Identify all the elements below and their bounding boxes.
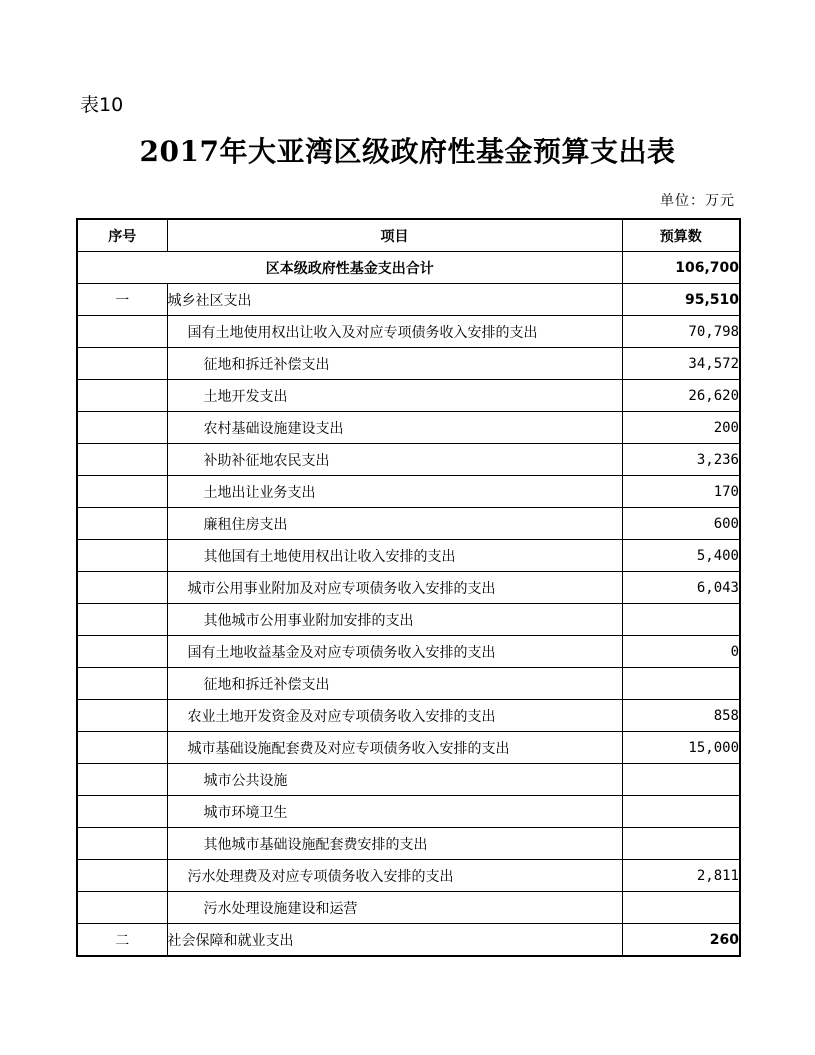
- row-item: 征地和拆迁补偿支出: [167, 348, 622, 380]
- row-item: 其他城市公用事业附加安排的支出: [167, 604, 622, 636]
- row-seq: [77, 796, 167, 828]
- row-item: 国有土地收益基金及对应专项债务收入安排的支出: [167, 636, 622, 668]
- row-amount: 170: [622, 476, 740, 508]
- row-amount: [622, 764, 740, 796]
- row-seq: [77, 860, 167, 892]
- row-item: 污水处理费及对应专项债务收入安排的支出: [167, 860, 622, 892]
- table-row: [77, 860, 740, 892]
- table-row: [77, 508, 740, 540]
- header-row: [77, 219, 740, 252]
- row-item: 土地出让业务支出: [167, 476, 622, 508]
- table-row: [77, 924, 740, 957]
- row-seq: [77, 604, 167, 636]
- row-seq: [77, 348, 167, 380]
- table-body: [77, 252, 740, 957]
- page-title: 2017年大亚湾区级政府性基金预算支出表: [139, 135, 676, 168]
- row-seq: [77, 764, 167, 796]
- row-item: 国有土地使用权出让收入及对应专项债务收入安排的支出: [167, 316, 622, 348]
- row-item: 其他国有土地使用权出让收入安排的支出: [167, 540, 622, 572]
- row-item: 其他城市基础设施配套费安排的支出: [167, 828, 622, 860]
- row-amount: 0: [622, 636, 740, 668]
- row-item: 农村基础设施建设支出: [167, 412, 622, 444]
- row-amount: 6,043: [622, 572, 740, 604]
- row-amount: 3,236: [622, 444, 740, 476]
- table-row: [77, 476, 740, 508]
- row-seq: [77, 668, 167, 700]
- row-amount: 260: [622, 924, 740, 957]
- total-amount: 106,700: [622, 252, 740, 284]
- row-item: 廉租住房支出: [167, 508, 622, 540]
- row-seq: [77, 476, 167, 508]
- row-amount: [622, 604, 740, 636]
- table-row: [77, 668, 740, 700]
- row-seq: [77, 444, 167, 476]
- row-item: 城乡社区支出: [167, 284, 622, 316]
- table-row: [77, 636, 740, 668]
- total-label: 区本级政府性基金支出合计: [77, 252, 622, 284]
- row-item: 征地和拆迁补偿支出: [167, 668, 622, 700]
- table-row: [77, 892, 740, 924]
- row-seq: 二: [77, 924, 167, 957]
- row-amount: 5,400: [622, 540, 740, 572]
- row-seq: [77, 540, 167, 572]
- row-amount: [622, 892, 740, 924]
- column-header-amount: 预算数: [622, 219, 740, 252]
- row-amount: 34,572: [622, 348, 740, 380]
- column-header-item: 项目: [167, 219, 622, 252]
- row-amount: [622, 796, 740, 828]
- table-row: [77, 828, 740, 860]
- table-row: [77, 572, 740, 604]
- row-amount: [622, 828, 740, 860]
- row-seq: 一: [77, 284, 167, 316]
- unit-label: 单位：万元: [660, 193, 735, 209]
- budget-table: [76, 218, 741, 957]
- row-amount: 2,811: [622, 860, 740, 892]
- row-seq: [77, 892, 167, 924]
- row-amount: 95,510: [622, 284, 740, 316]
- table-row: [77, 700, 740, 732]
- column-header-seq: 序号: [77, 219, 167, 252]
- table-row: [77, 444, 740, 476]
- table-row: [77, 796, 740, 828]
- row-seq: [77, 732, 167, 764]
- table-row: [77, 380, 740, 412]
- table-row: [77, 604, 740, 636]
- row-seq: [77, 380, 167, 412]
- row-item: 补助补征地农民支出: [167, 444, 622, 476]
- row-item: 城市基础设施配套费及对应专项债务收入安排的支出: [167, 732, 622, 764]
- total-row: [77, 252, 740, 284]
- row-seq: [77, 412, 167, 444]
- row-item: 城市环境卫生: [167, 796, 622, 828]
- table-row: [77, 316, 740, 348]
- row-item: 城市公用事业附加及对应专项债务收入安排的支出: [167, 572, 622, 604]
- table-row: [77, 348, 740, 380]
- table-row: [77, 764, 740, 796]
- table-number: 表10: [80, 94, 124, 116]
- row-seq: [77, 700, 167, 732]
- row-item: 污水处理设施建设和运营: [167, 892, 622, 924]
- row-item: 社会保障和就业支出: [167, 924, 622, 957]
- row-amount: 15,000: [622, 732, 740, 764]
- row-seq: [77, 828, 167, 860]
- table-row: [77, 284, 740, 316]
- table-row: [77, 540, 740, 572]
- row-seq: [77, 636, 167, 668]
- row-seq: [77, 508, 167, 540]
- row-amount: 858: [622, 700, 740, 732]
- row-amount: 26,620: [622, 380, 740, 412]
- row-amount: 600: [622, 508, 740, 540]
- table-header: [77, 219, 740, 252]
- row-item: 土地开发支出: [167, 380, 622, 412]
- row-amount: 200: [622, 412, 740, 444]
- row-item: 农业土地开发资金及对应专项债务收入安排的支出: [167, 700, 622, 732]
- row-amount: 70,798: [622, 316, 740, 348]
- table-row: [77, 412, 740, 444]
- row-amount: [622, 668, 740, 700]
- row-item: 城市公共设施: [167, 764, 622, 796]
- table-row: [77, 732, 740, 764]
- row-seq: [77, 572, 167, 604]
- row-seq: [77, 316, 167, 348]
